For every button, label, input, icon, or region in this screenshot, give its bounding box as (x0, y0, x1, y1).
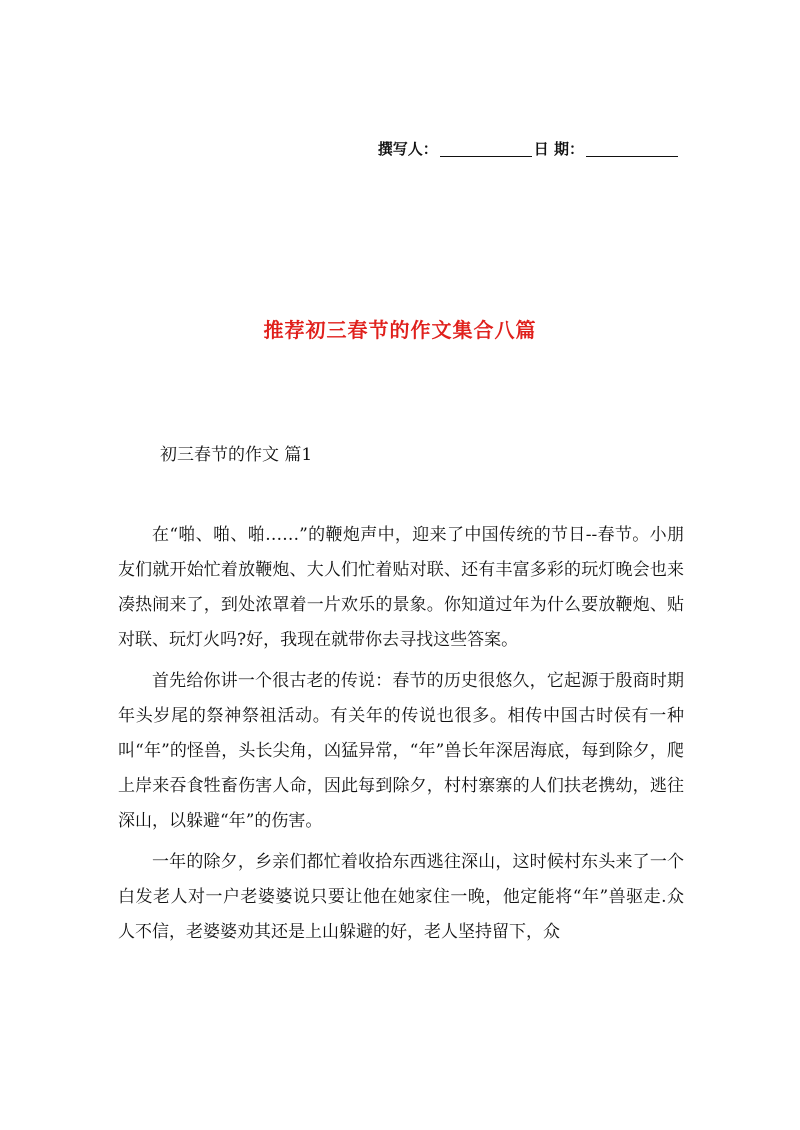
author-date-line (378, 138, 680, 159)
paragraph-1: 在“啪、啪、啪……”的鞭炮声中，迎来了中国传统的节日--春节。小朋友们就开始忙着放鞭炮、大人们忙着贴对联、还有丰富多彩的玩灯晚会也来凑热闹来了，到处浓罩着一片欢乐的景象。你知道过年为什么要放鞭炮、贴对联、玩灯火吗?好，我现在就带你去寻找这些答案。 (118, 525, 684, 650)
date-label: 日 期： (533, 140, 584, 158)
section-heading: 初三春节的作文 篇1 (160, 445, 313, 465)
document-title: 推荐初三春节的作文集合八篇 (263, 318, 537, 342)
author-label: 撰写人： (377, 140, 438, 158)
paragraph-3: 一年的除夕，乡亲们都忙着收拾东西逃往深山，这时候村东头来了一个白发老人对一户老婆婆说只要让他在她家住一晚，他定能将“年”兽驱走.众人不信，老婆婆劝其还是上山躲避的好，老人坚持留下，众 (118, 852, 684, 942)
article-body (118, 518, 684, 956)
paragraph-2: 首先给你讲一个很古老的传说：春节的历史很悠久，它起源于殷商时期年头岁尾的祭神祭祖活动。有关年的传说也很多。相传中国古时侯有一种叫“年”的怪兽，头长尖角，凶猛异常，“年”兽长年深居海底，每到除夕，爬上岸来吞食牲畜伤害人命，因此每到除夕，村村寨寨的人们扶老携幼，逃往深山，以躲避“年”的伤害。 (118, 671, 684, 831)
author-blank (440, 140, 532, 157)
date-blank (586, 140, 678, 157)
